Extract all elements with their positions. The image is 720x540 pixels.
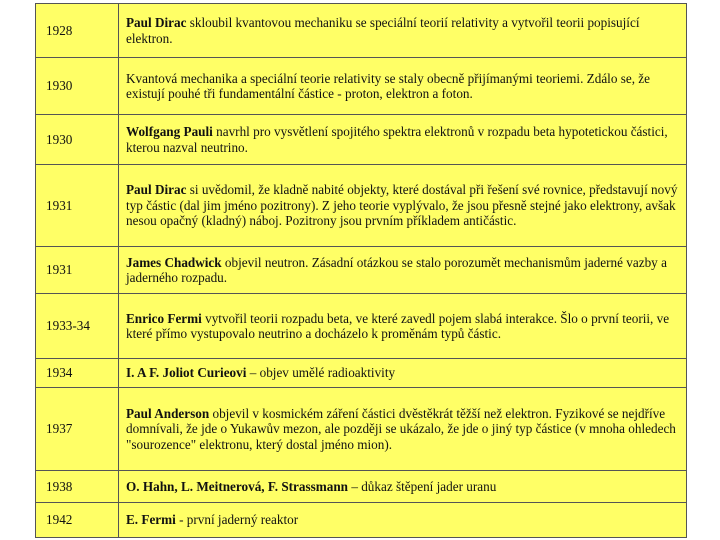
table-row xyxy=(36,247,687,294)
table-row xyxy=(36,359,687,388)
table-row xyxy=(36,471,687,503)
event-text: navrhl pro vysvětlení spojitého spektra elektronů v rozpadu beta hypotetickou částici, kterou nazval neutrino. xyxy=(126,124,668,155)
person-name: Paul Dirac xyxy=(126,15,187,31)
event-text: – důkaz štěpení jader uranu xyxy=(348,478,497,494)
event-text: – objev umělé radioaktivity xyxy=(246,365,396,381)
event-cell xyxy=(119,471,687,503)
year-cell: 1930 xyxy=(36,115,119,165)
event-cell xyxy=(119,294,687,359)
person-name: Enrico Fermi xyxy=(126,310,202,326)
event-text: si uvědomil, že kladně nabité objekty, které dostával při řešení své rovnice, představují nový typ částic (dal jim jméno pozitrony). Z jeho teorie vyplývalo, že jsou přesně stejné jako elektrony, avšak nesou opačný (kladný) náboj. Pozitrony jsou prvním příkladem antičástic. xyxy=(126,182,678,229)
table-row xyxy=(36,388,687,471)
event-cell xyxy=(119,247,687,294)
year-cell: 1931 xyxy=(36,247,119,294)
event-text: objevil v kosmickém záření částici dvěstěkrát těžší než elektron. Fyzikové se nejdříve domnívali, že jde o Yukawův mezon, ale později se ukázalo, že jde o jiný typ částice (v mnoha ohledech "sourozence" elektronu, který dostal jméno mion). xyxy=(126,405,676,452)
table-row xyxy=(36,294,687,359)
year-cell: 1938 xyxy=(36,471,119,503)
person-name: Paul Dirac xyxy=(126,182,187,198)
timeline-table xyxy=(35,3,687,538)
event-text: Kvantová mechanika a speciální teorie relativity se staly obecně přijímanými teoriemi. Zdálo se, že existují pouhé tři fundamentální částice - proton, elektron a foton. xyxy=(126,70,651,101)
event-cell xyxy=(119,115,687,165)
person-name: Paul Anderson xyxy=(126,405,210,421)
table-row xyxy=(36,165,687,247)
event-text: skloubil kvantovou mechaniku se speciální teorií relativity a vytvořil teorii popisující elektron. xyxy=(126,15,640,46)
person-name: E. Fermi xyxy=(126,512,176,528)
table-row xyxy=(36,4,687,58)
event-cell xyxy=(119,388,687,471)
year-cell: 1934 xyxy=(36,359,119,388)
year-cell: 1931 xyxy=(36,165,119,247)
person-name: Wolfgang Pauli xyxy=(126,124,213,140)
event-text: - první jaderný reaktor xyxy=(175,512,299,528)
event-cell xyxy=(119,165,687,247)
year-cell: 1930 xyxy=(36,58,119,115)
person-name: O. Hahn, L. Meitnerová, F. Strassmann xyxy=(126,478,349,494)
person-name: James Chadwick xyxy=(126,254,222,270)
table-row xyxy=(36,115,687,165)
year-cell: 1928 xyxy=(36,4,119,58)
event-cell xyxy=(119,58,687,115)
event-cell xyxy=(119,503,687,538)
table-row xyxy=(36,503,687,538)
event-text: vytvořil teorii rozpadu beta, ve které zavedl pojem slabá interakce. Šlo o první teorii, ve které přímo vystupovalo neutrino a docházelo k proměnám typů částic. xyxy=(126,310,670,341)
event-cell xyxy=(119,359,687,388)
year-cell: 1942 xyxy=(36,503,119,538)
table-row xyxy=(36,58,687,115)
event-text: objevil neutron. Zásadní otázkou se stalo porozumět mechanismům jaderné vazby a jaderného rozpadu. xyxy=(126,254,667,285)
year-cell: 1937 xyxy=(36,388,119,471)
event-cell xyxy=(119,4,687,58)
person-name: I. A F. Joliot Curieovi xyxy=(126,365,247,381)
year-cell: 1933-34 xyxy=(36,294,119,359)
